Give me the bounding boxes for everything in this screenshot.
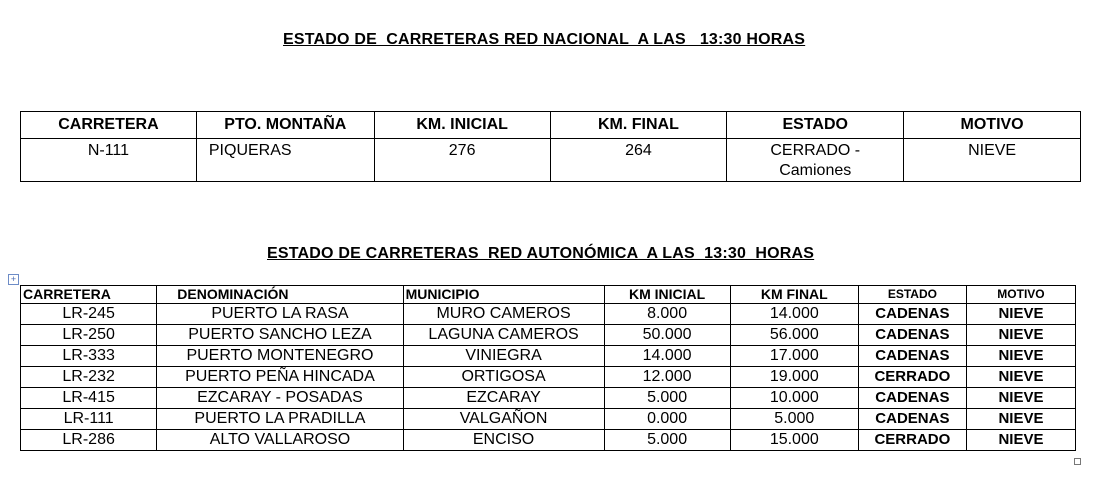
table-row [21, 139, 1081, 182]
cell-estado: CADENAS [858, 325, 966, 346]
cell-km-final: 14.000 [730, 304, 858, 325]
cell-denominacion: EZCARAY - POSADAS [157, 388, 403, 409]
cell-carretera: LR-415 [21, 388, 157, 409]
cell-estado: CADENAS [858, 304, 966, 325]
table-row [21, 325, 1076, 346]
cell-km-inicial: 50.000 [604, 325, 730, 346]
autonomic-roads-title: ESTADO DE CARRETERAS RED AUTONÓMICA A LAS 13:30 HORAS [267, 245, 815, 262]
table-row [21, 367, 1076, 388]
cell-motivo: NIEVE [966, 409, 1075, 430]
cell-municipio: VINIEGRA [403, 346, 604, 367]
cell-carretera: LR-333 [21, 346, 157, 367]
cell-km-final: 5.000 [730, 409, 858, 430]
cell-km-final: 264 [550, 139, 727, 182]
table-row [21, 388, 1076, 409]
table-header-row [21, 112, 1081, 139]
cell-km-final: 15.000 [730, 430, 858, 451]
header-estado: ESTADO [858, 286, 966, 304]
cell-denominacion: PUERTO SANCHO LEZA [157, 325, 403, 346]
cell-estado: CADENAS [858, 409, 966, 430]
cell-km-final: 19.000 [730, 367, 858, 388]
header-denominacion: DENOMINACIÓN [157, 286, 403, 304]
resize-handle-icon[interactable] [1074, 458, 1081, 465]
cell-motivo: NIEVE [966, 388, 1075, 409]
cell-denominacion: PUERTO LA RASA [157, 304, 403, 325]
header-municipio: MUNICIPIO [403, 286, 604, 304]
header-km-inicial: KM INICIAL [604, 286, 730, 304]
cell-denominacion: ALTO VALLAROSO [157, 430, 403, 451]
table-row [21, 409, 1076, 430]
cell-carretera: LR-250 [21, 325, 157, 346]
cell-km-inicial: 14.000 [604, 346, 730, 367]
cell-motivo: NIEVE [904, 139, 1081, 182]
cell-carretera: LR-286 [21, 430, 157, 451]
cell-km-final: 10.000 [730, 388, 858, 409]
table-row [21, 430, 1076, 451]
header-km-final: KM FINAL [730, 286, 858, 304]
autonomic-roads-table [20, 285, 1076, 451]
cell-km-inicial: 8.000 [604, 304, 730, 325]
cell-km-inicial: 12.000 [604, 367, 730, 388]
cell-carretera: LR-245 [21, 304, 157, 325]
cell-municipio: ORTIGOSA [403, 367, 604, 388]
estado-line-1: CERRADO - [770, 142, 861, 159]
table-row [21, 346, 1076, 367]
cell-km-inicial: 5.000 [604, 388, 730, 409]
cell-puerto: PIQUERAS [196, 139, 374, 182]
cell-km-final: 56.000 [730, 325, 858, 346]
cell-carretera: N-111 [21, 139, 197, 182]
cell-municipio: ENCISO [403, 430, 604, 451]
national-roads-title: ESTADO DE CARRETERAS RED NACIONAL A LAS 13:30 HORAS [283, 31, 806, 48]
move-icon[interactable]: + [8, 274, 19, 285]
cell-municipio: MURO CAMEROS [403, 304, 604, 325]
cell-estado: CERRADO [858, 430, 966, 451]
estado-line-2: Camiones [779, 162, 852, 179]
cell-municipio: LAGUNA CAMEROS [403, 325, 604, 346]
table-header-row [21, 286, 1076, 304]
cell-carretera: LR-111 [21, 409, 157, 430]
cell-motivo: NIEVE [966, 430, 1075, 451]
header-motivo: MOTIVO [966, 286, 1075, 304]
cell-estado [727, 139, 904, 182]
cell-denominacion: PUERTO PEÑA HINCADA [157, 367, 403, 388]
header-carretera: CARRETERA [21, 286, 157, 304]
cell-denominacion: PUERTO MONTENEGRO [157, 346, 403, 367]
cell-km-final: 17.000 [730, 346, 858, 367]
cell-estado: CADENAS [858, 346, 966, 367]
cell-estado: CADENAS [858, 388, 966, 409]
national-roads-table [20, 111, 1081, 182]
cell-estado: CERRADO [858, 367, 966, 388]
cell-motivo: NIEVE [966, 304, 1075, 325]
header-puerto: PTO. MONTAÑA [196, 112, 374, 139]
cell-motivo: NIEVE [966, 346, 1075, 367]
cell-carretera: LR-232 [21, 367, 157, 388]
cell-motivo: NIEVE [966, 325, 1075, 346]
cell-km-inicial: 0.000 [604, 409, 730, 430]
cell-denominacion: PUERTO LA PRADILLA [157, 409, 403, 430]
header-km-final: KM. FINAL [550, 112, 727, 139]
header-estado: ESTADO [727, 112, 904, 139]
cell-km-inicial: 5.000 [604, 430, 730, 451]
cell-motivo: NIEVE [966, 367, 1075, 388]
header-carretera: CARRETERA [21, 112, 197, 139]
cell-km-inicial: 276 [374, 139, 550, 182]
table-row [21, 304, 1076, 325]
header-motivo: MOTIVO [904, 112, 1081, 139]
cell-municipio: EZCARAY [403, 388, 604, 409]
cell-municipio: VALGAÑON [403, 409, 604, 430]
header-km-inicial: KM. INICIAL [374, 112, 550, 139]
